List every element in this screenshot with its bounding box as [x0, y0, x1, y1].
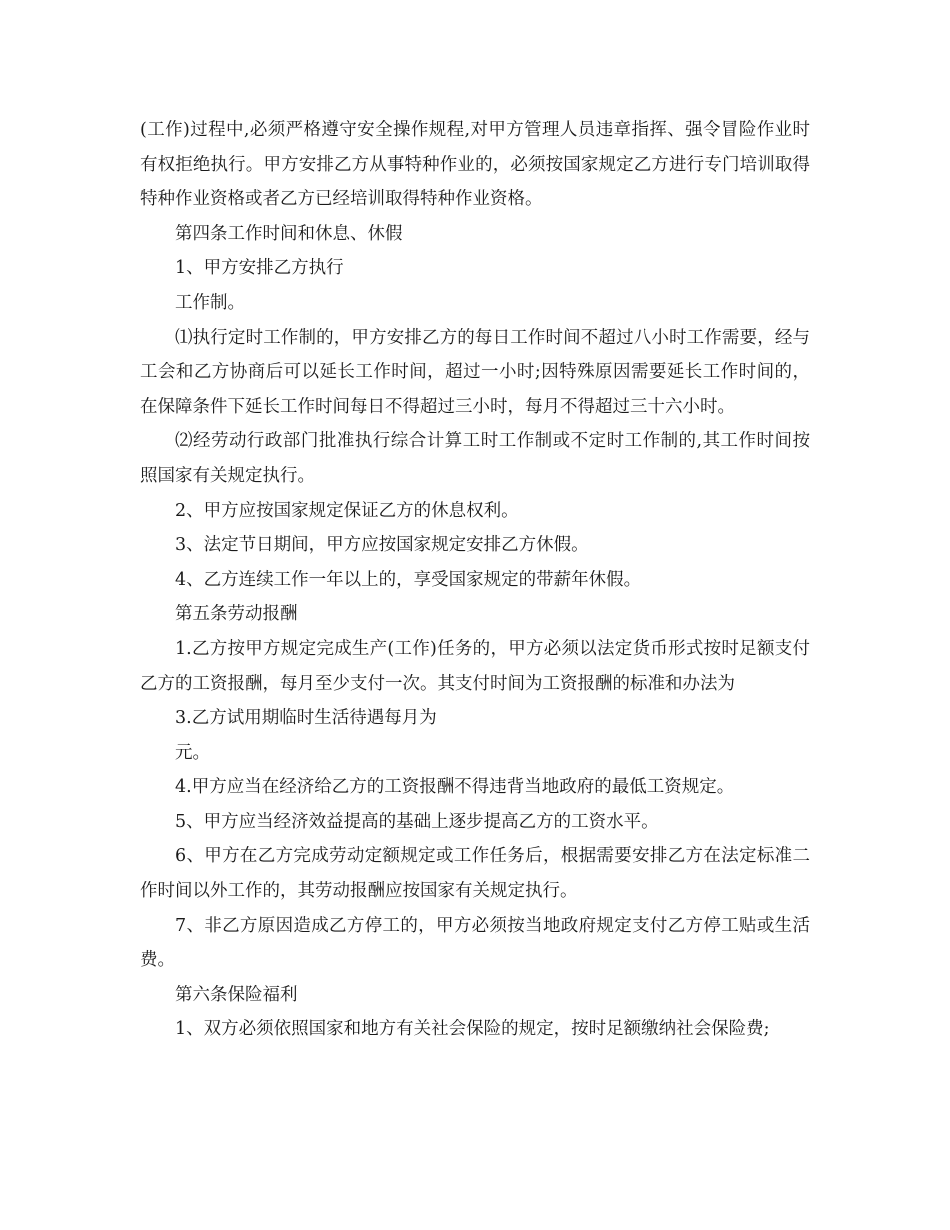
paragraph: 元。	[175, 742, 210, 763]
paragraph: 7、非乙方原因造成乙方停工的，甲方必须按当地政府规定支付乙方停工贴或生活费。	[140, 915, 810, 971]
paragraph: 工作制。	[175, 292, 245, 313]
paragraph: ⑵经劳动行政部门批准执行综合计算工时工作制或不定时工作制的,其工作时间按照国家有关规定执行。	[140, 431, 810, 486]
paragraph: 1、双方必须依照国家和地方有关社会保险的规定，按时足额缴纳社会保险费;	[175, 1019, 770, 1040]
document-body	[140, 113, 810, 1047]
article-heading: 第五条劳动报酬	[175, 604, 298, 625]
paragraph: 5、甲方应当经济效益提高的基础上逐步提高乙方的工资水平。	[175, 811, 659, 832]
article-heading: 第四条工作时间和休息、休假	[175, 223, 403, 244]
paragraph: 3.乙方试用期临时生活待遇每月为	[175, 708, 437, 729]
paragraph: 6、甲方在乙方完成劳动定额规定或工作任务后，根据需要安排乙方在法定标准二作时间以外工作的，其劳动报酬应按国家有关规定执行。	[140, 846, 810, 902]
paragraph: 1.乙方按甲方规定完成生产(工作)任务的，甲方必须以法定货币形式按时足额支付乙方的工资报酬，每月至少支付一次。其支付时间为工资报酬的标准和办法为	[140, 638, 810, 694]
paragraph: (工作)过程中,必须严格遵守安全操作规程,对甲方管理人员违章指挥、强令冒险作业时有权拒绝执行。甲方安排乙方从事特种作业的，必须按国家规定乙方进行专门培训取得特种作业资格或者乙方已经培训取得特种作业资格。	[140, 120, 810, 210]
paragraph: 1、甲方安排乙方执行	[175, 258, 344, 279]
paragraph: 4、乙方连续工作一年以上的，享受国家规定的带薪年休假。	[175, 569, 642, 590]
paragraph: 2、甲方应按国家规定保证乙方的休息权利。	[175, 500, 519, 521]
paragraph: 3、法定节日期间，甲方应按国家规定安排乙方休假。	[175, 535, 589, 556]
paragraph: ⑴执行定时工作制的，甲方安排乙方的每日工作时间不超过八小时工作需要，经与工会和乙方协商后可以延长工作时间，超过一小时;因特殊原因需要延长工作时间的，在保障条件下延长工作时间每日不得超过三小时，每月不得超过三十六小时。	[140, 327, 810, 417]
paragraph: 4.甲方应当在经济给乙方的工资报酬不得违背当地政府的最低工资规定。	[175, 777, 735, 798]
article-heading: 第六条保险福利	[175, 984, 298, 1005]
